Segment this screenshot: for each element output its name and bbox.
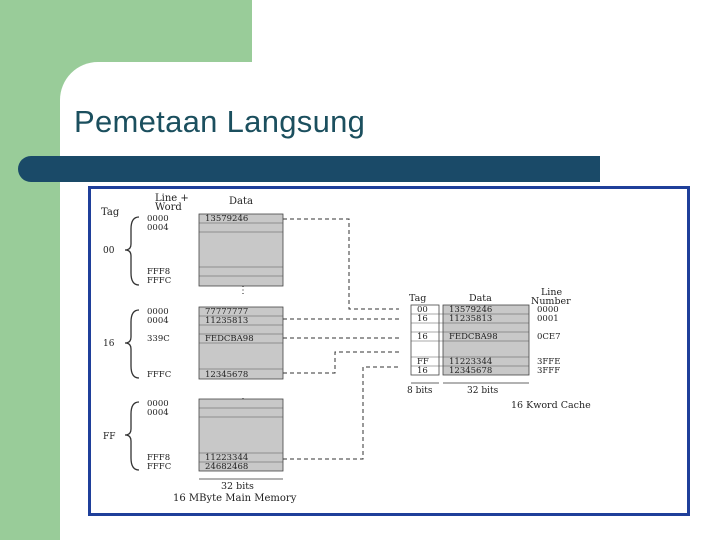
mm-addr: 339C [147, 334, 170, 344]
mm-group-tag: FF [103, 432, 116, 442]
cache-tag-header: Tag [409, 293, 427, 304]
mm-data-cell: 11223344 [205, 453, 249, 463]
group-brace [125, 402, 139, 470]
mm-addr: 0004 [147, 408, 169, 418]
cache-line-number: 0001 [537, 314, 559, 324]
cache-line-number: 0000 [537, 305, 559, 315]
cache-line-header-2: Number [531, 296, 571, 307]
mm-tag-header: Tag [101, 207, 120, 218]
svg-text:⋮: ⋮ [238, 285, 248, 296]
cache-tag-width-label: 8 bits [407, 386, 433, 396]
mm-data-cell: 24682468 [205, 462, 249, 472]
mm-data-cell: 13579246 [205, 214, 249, 224]
cache-line-header-1: Line [541, 287, 563, 298]
cache-tag-cell: FF [417, 357, 429, 367]
mm-addr: 0004 [147, 316, 169, 326]
cache-line-number: 3FFE [537, 357, 561, 367]
mm-line-word-header-1: Line + [155, 193, 189, 204]
title-underline-bar [18, 156, 600, 182]
mm-data-cell: 77777777 [205, 307, 249, 317]
mm-width-label: 32 bits [221, 481, 254, 492]
mm-group-tag: 00 [103, 246, 115, 256]
cache-data-cell: 11235813 [449, 314, 493, 324]
mm-group-tag: 16 [103, 339, 115, 349]
mm-addr: FFFC [147, 276, 172, 286]
cache-tag-cell: 16 [417, 314, 428, 324]
mm-block-00 [199, 214, 283, 286]
cache-line-number: 3FFF [537, 366, 561, 376]
group-brace [125, 310, 139, 378]
mm-data-cell: 11235813 [205, 316, 249, 326]
mm-line-word-header-2: Word [155, 202, 182, 213]
mm-data-header: Data [229, 196, 253, 207]
slide-title: Pemetaan Langsung [74, 104, 366, 139]
direct-mapping-diagram [91, 189, 687, 513]
mm-data-cell: 12345678 [205, 370, 249, 380]
cache-data-width-label: 32 bits [467, 386, 499, 396]
mm-caption: 16 MByte Main Memory [173, 493, 297, 504]
mm-addr: 0000 [147, 307, 169, 317]
mm-addr: 0000 [147, 399, 169, 409]
direct-mapping-figure [88, 186, 690, 516]
cache-tag-cell: 00 [417, 305, 428, 315]
mm-addr: FFF8 [147, 453, 171, 463]
cache-tag-cell: 16 [417, 366, 428, 376]
cache-data-header: Data [469, 293, 492, 304]
cache-data-cell: FEDCBA98 [449, 332, 498, 342]
cache-line-number: 0CE7 [537, 332, 561, 342]
mm-addr: FFFC [147, 462, 172, 472]
mapping-lines [283, 219, 399, 459]
cache-tag-cell: 16 [417, 332, 428, 342]
cache-caption: 16 Kword Cache [511, 400, 591, 411]
mm-addr: 0000 [147, 214, 169, 224]
mm-data-cell: FEDCBA98 [205, 334, 254, 344]
group-brace [125, 217, 139, 285]
cache-data-cell: 12345678 [449, 366, 493, 376]
mm-addr: FFFC [147, 370, 172, 380]
cache-data-cell: 13579246 [449, 305, 493, 315]
cache-data-cell: 11223344 [449, 357, 493, 367]
mm-addr: FFF8 [147, 267, 171, 277]
mm-addr: 0004 [147, 223, 169, 233]
